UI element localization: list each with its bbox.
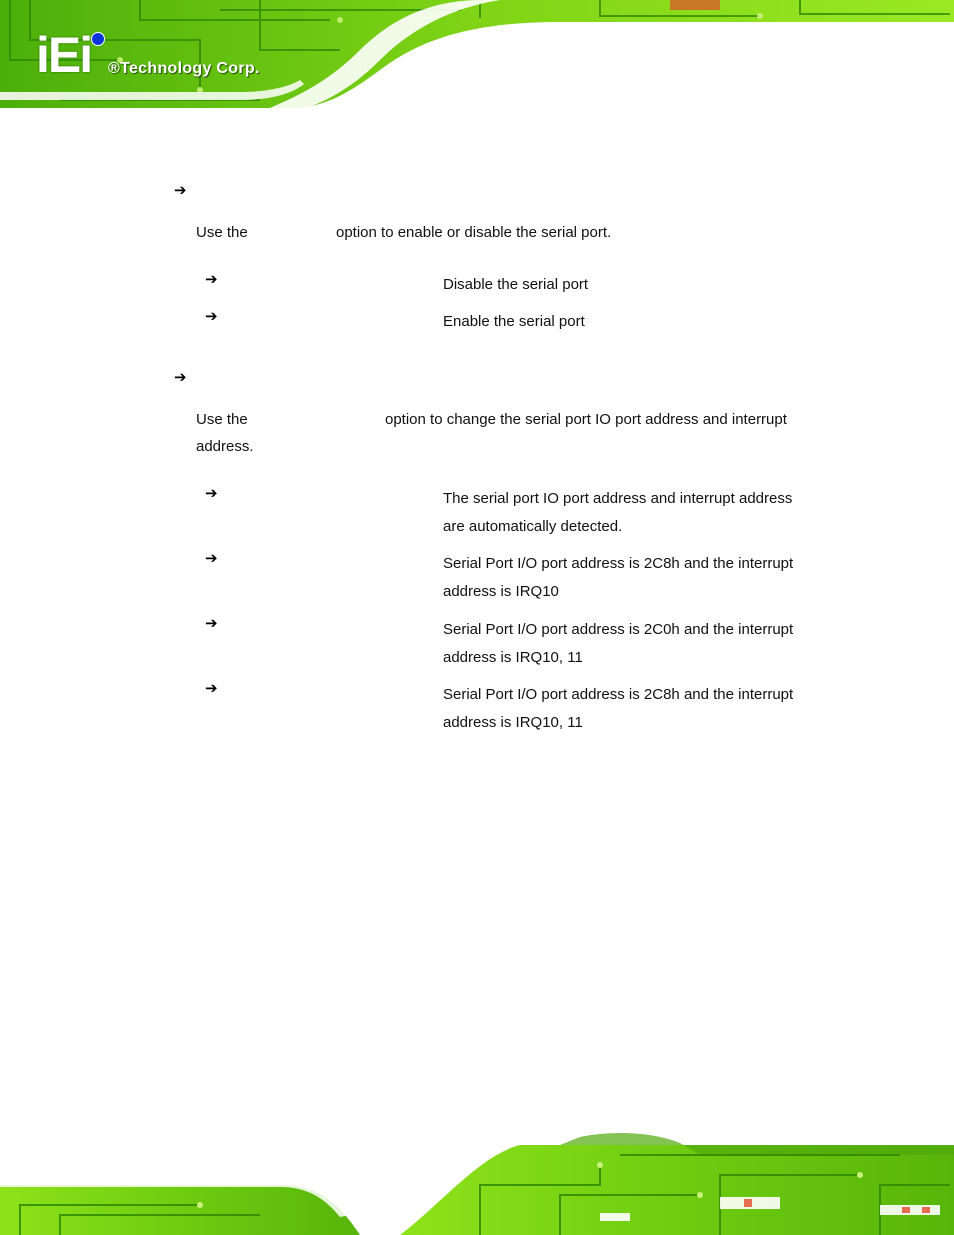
option-description: Serial Port I/O port address is 2C8h and the interrupt <box>443 686 794 703</box>
arrow-right-icon: ➔ <box>205 679 218 697</box>
option-description-line2: address is IRQ10 <box>443 583 559 600</box>
arrow-right-icon: ➔ <box>205 307 218 325</box>
arrow-right-icon: ➔ <box>205 270 218 288</box>
arrow-right-icon: ➔ <box>205 549 218 567</box>
arrow-right-icon: ➔ <box>205 614 218 632</box>
section-description-start: Use the <box>196 224 248 241</box>
logo-tagline: ®Technology Corp. <box>108 60 260 77</box>
arrow-right-icon: ➔ <box>174 368 187 386</box>
option-description: Disable the serial port <box>443 276 589 293</box>
logo-dot <box>91 32 105 46</box>
option-description: Enable the serial port <box>443 313 585 330</box>
option-description-line2: are automatically detected. <box>443 518 623 535</box>
arrow-right-icon: ➔ <box>174 181 187 199</box>
section-description-end: option to change the serial port IO port address and interrupt <box>385 411 787 428</box>
arrow-right-icon: ➔ <box>205 484 218 502</box>
footer-banner <box>0 1125 954 1235</box>
option-description: Serial Port I/O port address is 2C0h and the interrupt <box>443 621 794 638</box>
section-description-start: Use the <box>196 411 248 428</box>
option-description: Serial Port I/O port address is 2C8h and the interrupt <box>443 555 794 572</box>
option-description-line2: address is IRQ10, 11 <box>443 649 583 666</box>
section-description-end: option to enable or disable the serial port. <box>336 224 612 241</box>
option-description-line2: address is IRQ10, 11 <box>443 714 583 731</box>
option-description: The serial port IO port address and interrupt address <box>443 490 793 507</box>
company-logo <box>36 27 296 83</box>
section-description-line2: address. <box>196 438 254 455</box>
logo-letters: iEi <box>36 27 92 83</box>
